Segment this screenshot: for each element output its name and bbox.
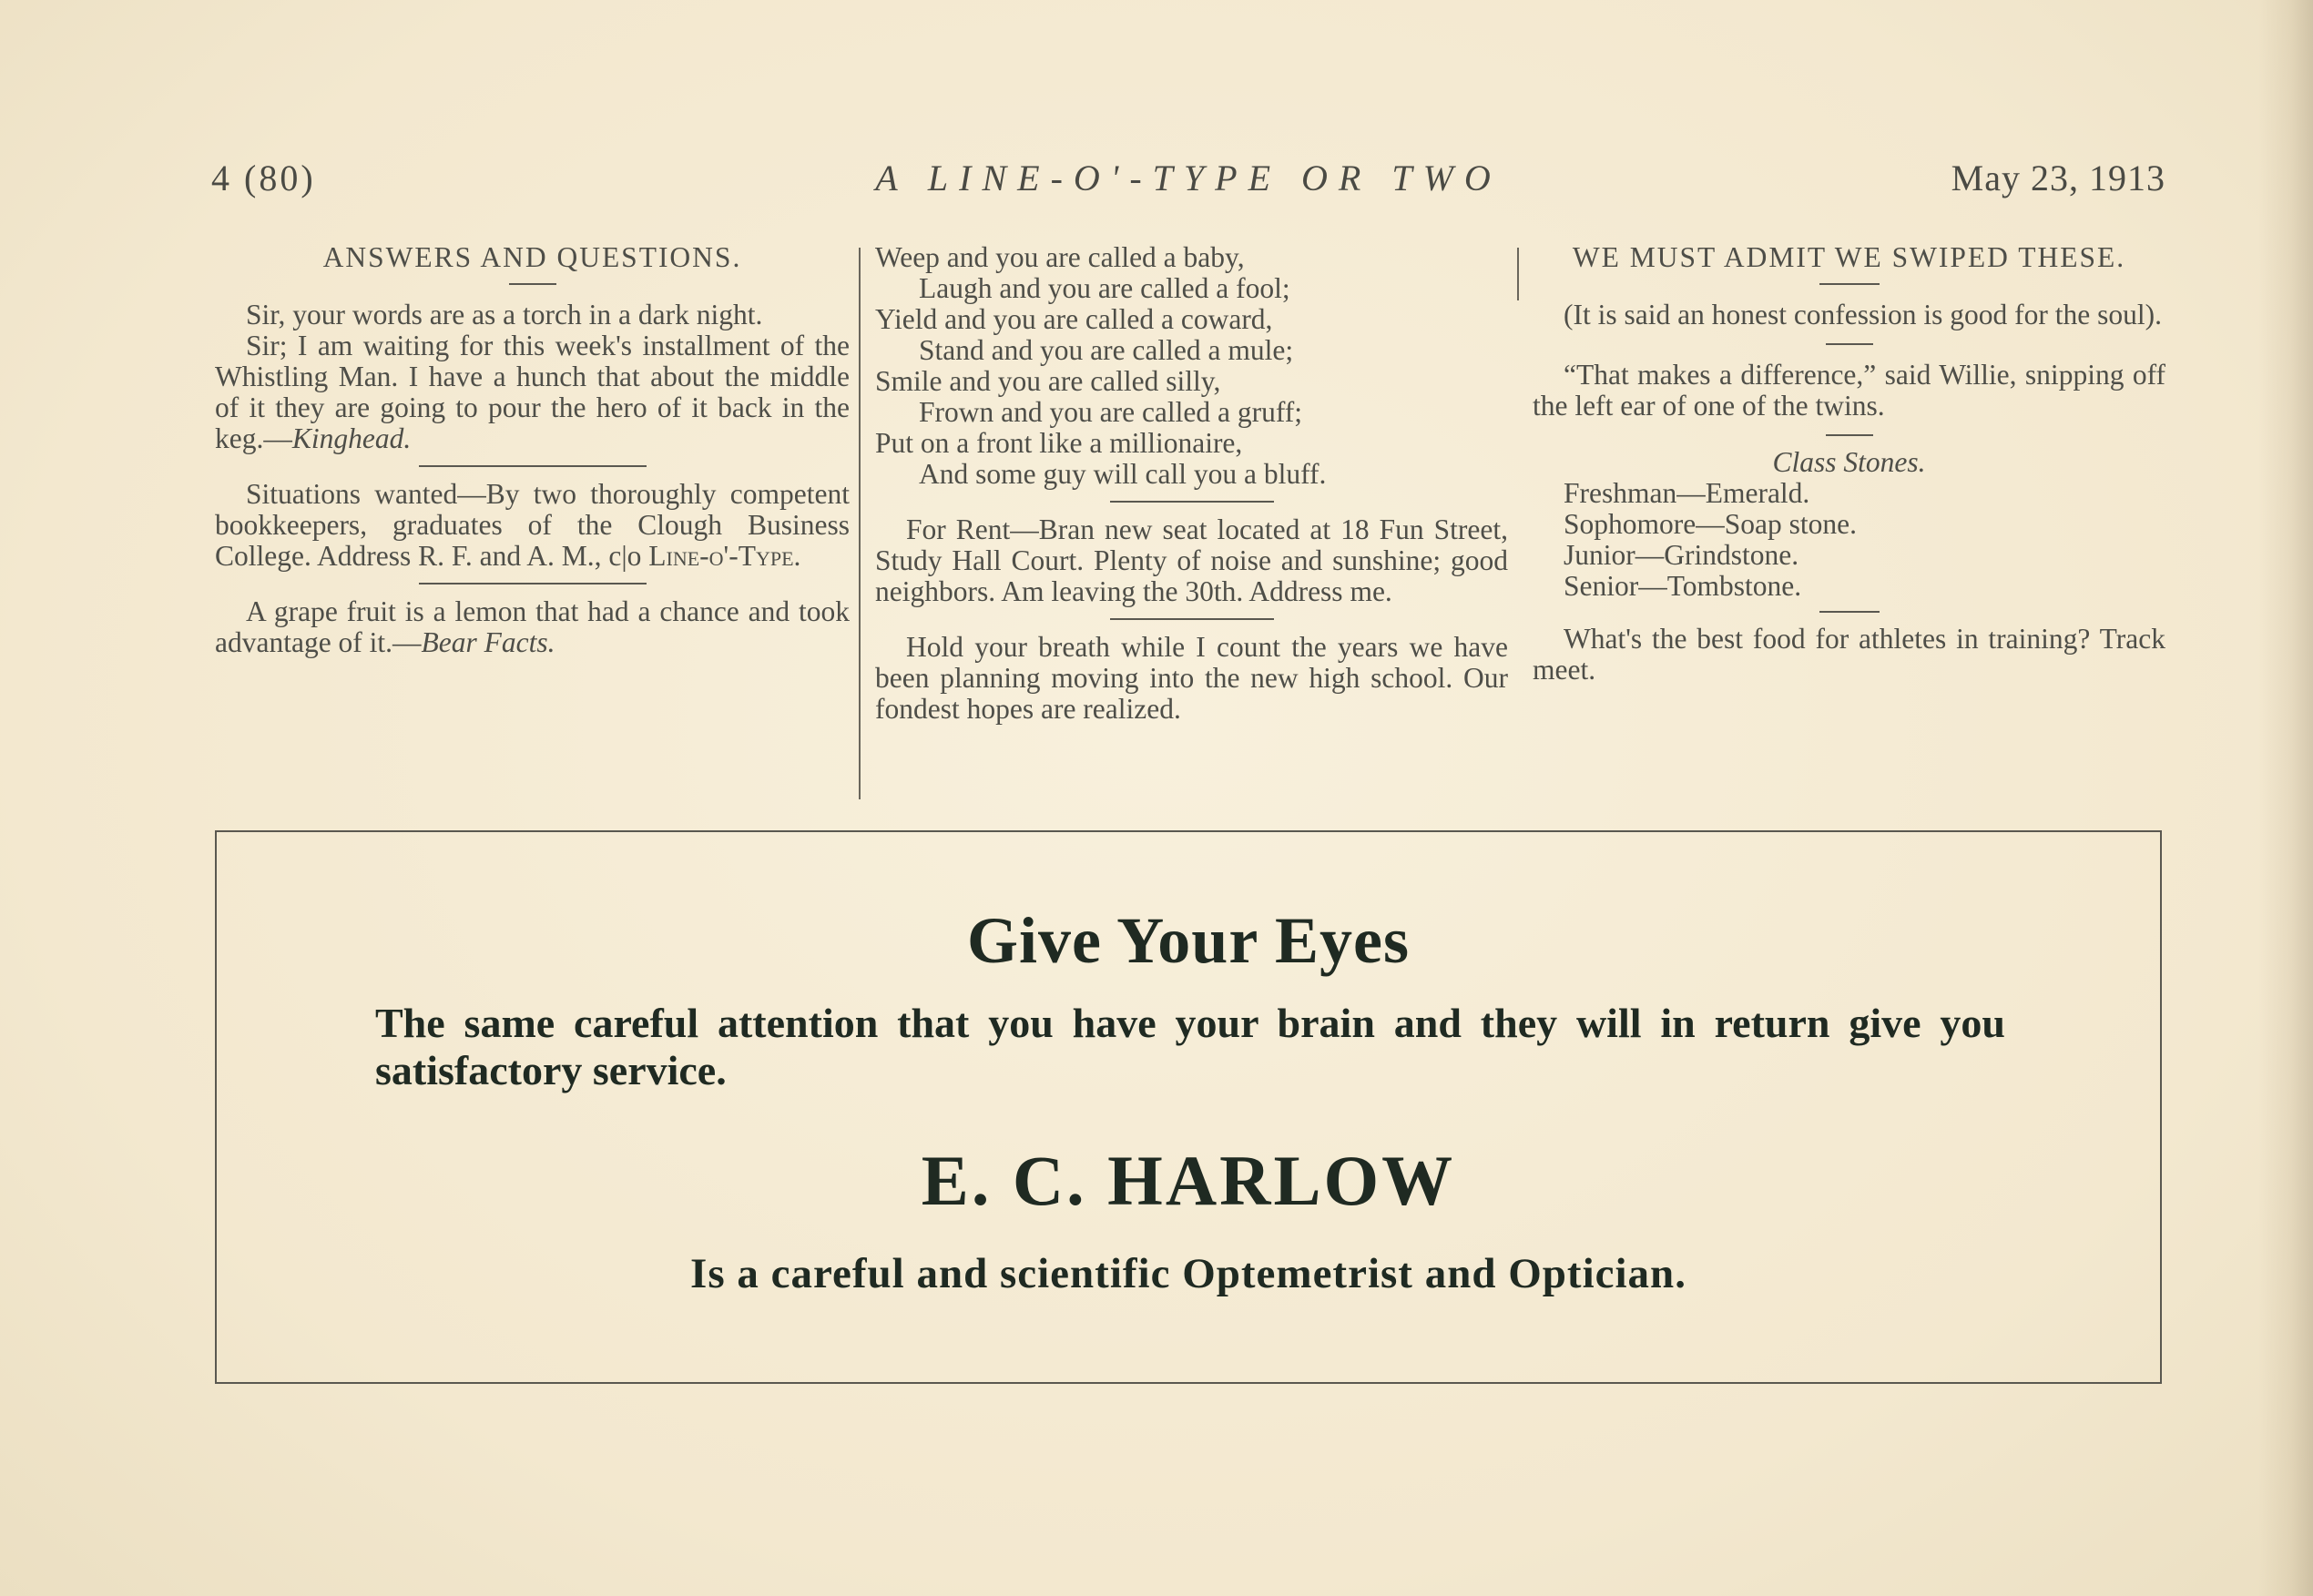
advertisement-box	[215, 830, 2162, 1384]
signature: Kinghead.	[291, 422, 412, 454]
verse-line: Yield and you are called a coward,	[875, 303, 1273, 335]
page-number: 4 (80)	[211, 158, 316, 198]
column-heading: WE MUST ADMIT WE SWIPED THESE.	[1572, 241, 2126, 273]
paragraph-text: Sir; I am waiting for this week's installment of the Whistling Man. I have a hunch that about the middle of it they are going to pour the hero of it back in the keg.—	[215, 330, 850, 454]
list-item: Freshman—Emerald.	[1564, 477, 1810, 509]
short-rule	[1819, 283, 1880, 285]
ad-body: The same careful attention that you have your brain and they will in return give you satisfactory service.	[375, 1000, 2005, 1093]
column-divider	[859, 248, 861, 799]
short-rule	[1826, 434, 1873, 436]
paragraph	[215, 479, 850, 572]
verse-line: And some guy will call you a bluff.	[919, 458, 1327, 490]
paragraph-text: A grape fruit is a lemon that had a chance and took advantage of it.—	[215, 595, 850, 658]
ad-headline: Give Your Eyes	[966, 904, 1410, 977]
paragraph: Hold your breath while I count the years we have been planning moving into the new high school. Our fondest hopes are realized.	[875, 631, 1508, 725]
short-rule	[1826, 343, 1873, 345]
column-verse-and-notes	[875, 242, 1508, 807]
verse-line: Weep and you are called a baby,	[875, 241, 1245, 273]
paragraph	[215, 596, 850, 658]
list-item: Sophomore—Soap stone.	[1564, 508, 1857, 540]
ad-tagline: Is a careful and scientific Optemetrist and Optician.	[690, 1250, 1686, 1297]
column-heading: ANSWERS AND QUESTIONS.	[322, 241, 742, 273]
section-rule	[419, 465, 647, 467]
section-rule	[1110, 618, 1274, 620]
publication-title: A LINE-O'-TYPE OR TWO	[875, 158, 1502, 198]
publication-name: Line-o'-Type.	[648, 540, 801, 572]
list-item: Senior—Tombstone.	[1564, 570, 1802, 602]
paragraph: Sir, your words are as a torch in a dark night.	[246, 299, 763, 330]
list-title: Class Stones.	[1772, 446, 1926, 478]
verse-line: Stand and you are called a mule;	[919, 334, 1294, 366]
short-rule	[509, 283, 556, 285]
verse-line: Put on a front like a millionaire,	[875, 427, 1243, 459]
signature: Bear Facts.	[421, 626, 555, 658]
short-rule	[1819, 611, 1880, 613]
binding-shadow	[2258, 0, 2313, 1596]
verse-line: Smile and you are called silly,	[875, 365, 1221, 397]
verse-line: Frown and you are called a gruff;	[919, 396, 1303, 428]
paragraph: For Rent—Bran new seat located at 18 Fun Street, Study Hall Court. Plenty of noise and sunshine; good neighbors. Am leaving the 30th. Address me.	[875, 513, 1508, 607]
section-rule	[419, 583, 647, 585]
paragraph: (It is said an honest confession is good for the soul).	[1564, 299, 2163, 330]
paragraph	[215, 330, 850, 454]
section-rule	[1110, 501, 1274, 503]
paragraph: What's the best food for athletes in training? Track meet.	[1533, 623, 2165, 686]
paragraph: “That makes a difference,” said Willie, snipping off the left ear of one of the twins.	[1533, 359, 2165, 422]
column-answers-and-questions	[215, 242, 850, 807]
running-head	[211, 157, 2165, 206]
list-item: Junior—Grindstone.	[1564, 539, 1799, 571]
column-divider	[1517, 248, 1519, 300]
issue-date: May 23, 1913	[1951, 158, 2165, 198]
ad-advertiser-name: E. C. HARLOW	[921, 1141, 1456, 1220]
column-swiped	[1533, 242, 2165, 807]
paragraph-text: Situations wanted—By two thoroughly competent bookkeepers, graduates of the Clough Business College. Address R. F. and A. M., c|o	[215, 478, 850, 572]
verse-line: Laugh and you are called a fool;	[919, 272, 1290, 304]
